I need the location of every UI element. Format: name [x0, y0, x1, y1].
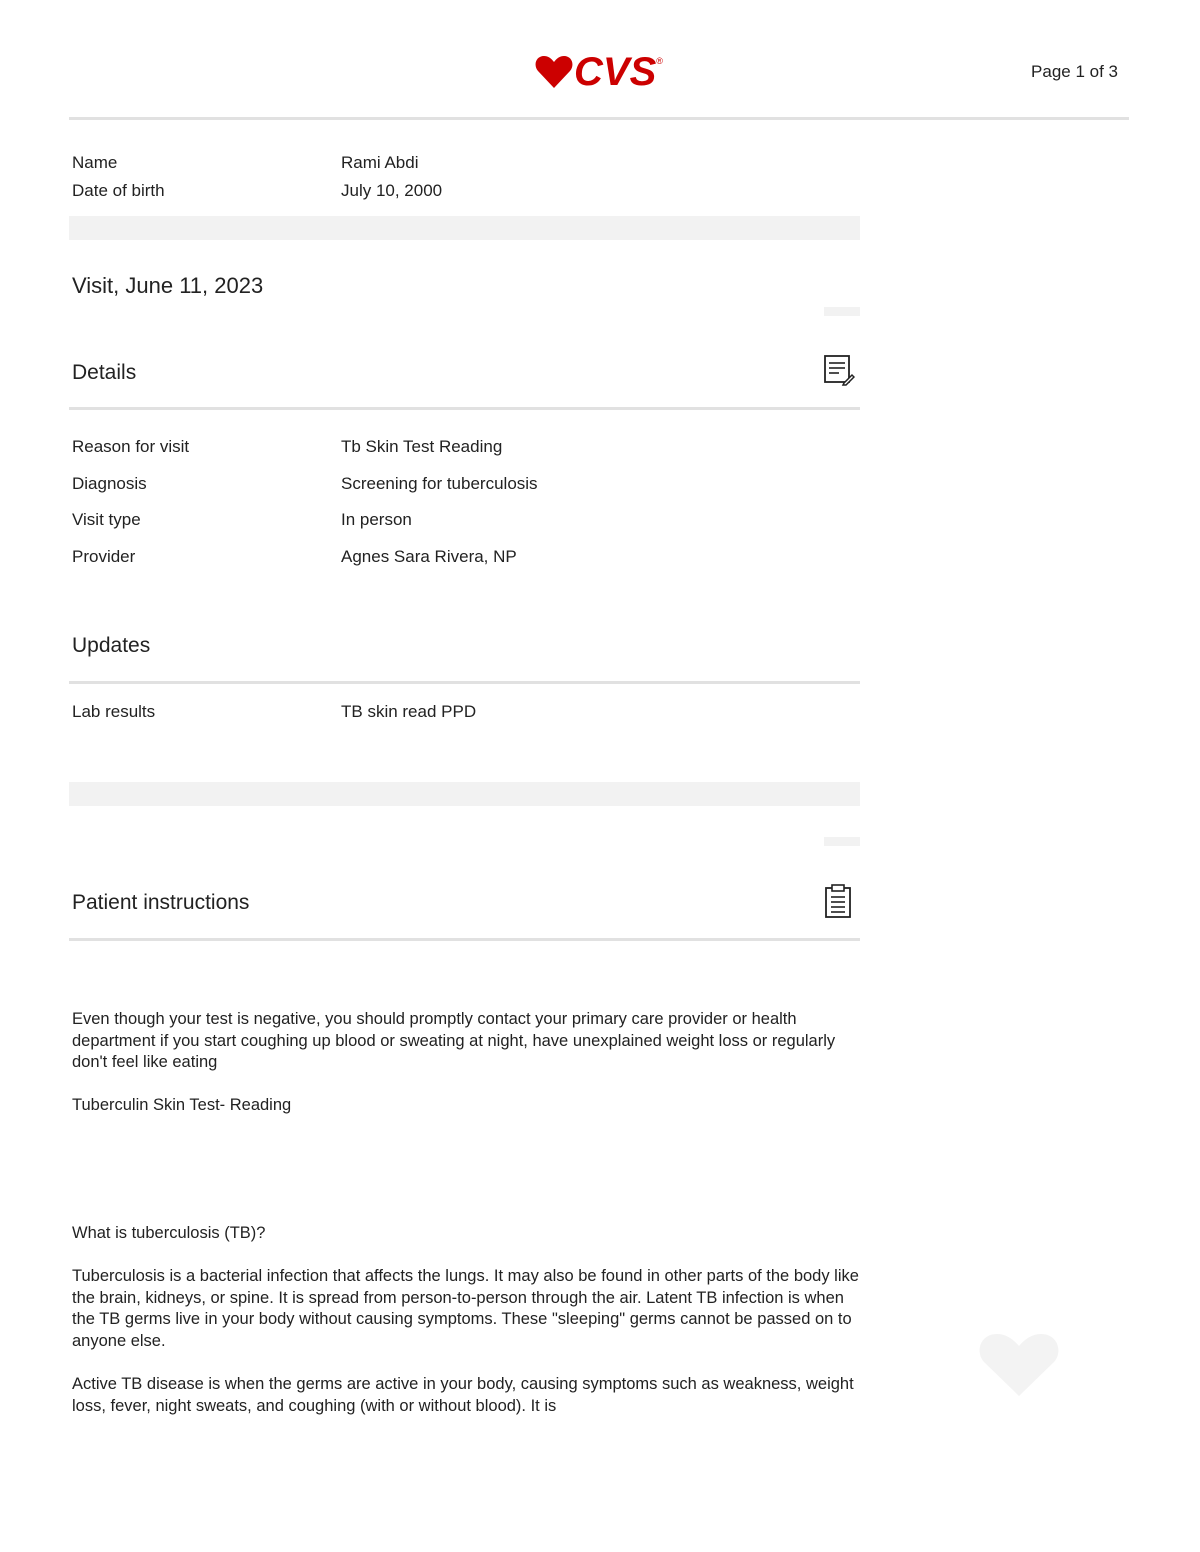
instruction-paragraph: Tuberculosis is a bacterial infection that affects the lungs. It may also be found in other parts of the body like the brain, kidneys, or spine. It is spread from person-to-person through the air. Latent TB infection is when the TB germs live in your body without causing symptoms. These "sleeping" germs cannot be passed on to anyone else. — [72, 1267, 859, 1350]
detail-label: Reason for visit — [72, 437, 190, 456]
detail-label: Diagnosis — [72, 474, 147, 493]
details-divider — [69, 407, 860, 410]
updates-divider — [69, 681, 860, 684]
page-number: Page 1 of 3 — [1031, 62, 1118, 81]
heart-icon — [535, 54, 573, 90]
instruction-question: What is tuberculosis (TB)? — [72, 1224, 266, 1242]
brand-name: CVS — [574, 50, 657, 94]
detail-value: Tb Skin Test Reading — [341, 437, 503, 456]
dob-label: Date of birth — [72, 181, 165, 200]
registered-mark: ® — [656, 56, 663, 66]
separator-tick — [824, 837, 860, 846]
cvs-logo — [535, 52, 663, 92]
update-label: Lab results — [72, 702, 156, 721]
detail-value: Agnes Sara Rivera, NP — [341, 547, 517, 566]
detail-label: Provider — [72, 547, 136, 566]
name-value: Rami Abdi — [341, 153, 419, 172]
details-heading: Details — [72, 361, 137, 384]
visit-title: Visit, June 11, 2023 — [72, 273, 264, 298]
section-separator — [69, 216, 860, 240]
updates-heading: Updates — [72, 634, 151, 657]
detail-value: In person — [341, 510, 412, 529]
instructions-divider — [69, 938, 860, 941]
instruction-subheading: Tuberculin Skin Test- Reading — [72, 1096, 292, 1114]
section-separator — [69, 782, 860, 806]
detail-value: Screening for tuberculosis — [341, 474, 538, 493]
clipboard-icon — [823, 884, 855, 920]
detail-label: Visit type — [72, 510, 141, 529]
heart-watermark-icon — [977, 1330, 1061, 1398]
header-divider — [69, 117, 1129, 120]
separator-tick — [824, 307, 860, 316]
document-edit-icon — [823, 354, 855, 386]
instruction-paragraph: Even though your test is negative, you should promptly contact your primary care provider or health department if you start coughing up blood or sweating at night, have unexplained weight loss or regularly don't feel like eating — [72, 1010, 836, 1071]
name-label: Name — [72, 153, 118, 172]
dob-value: July 10, 2000 — [341, 181, 443, 200]
instructions-heading: Patient instructions — [72, 891, 250, 914]
instruction-paragraph: Active TB disease is when the germs are active in your body, causing symptoms such as weakness, weight loss, fever, night sweats, and coughing (with or without blood). It is — [72, 1375, 854, 1415]
update-value: TB skin read PPD — [341, 702, 477, 721]
